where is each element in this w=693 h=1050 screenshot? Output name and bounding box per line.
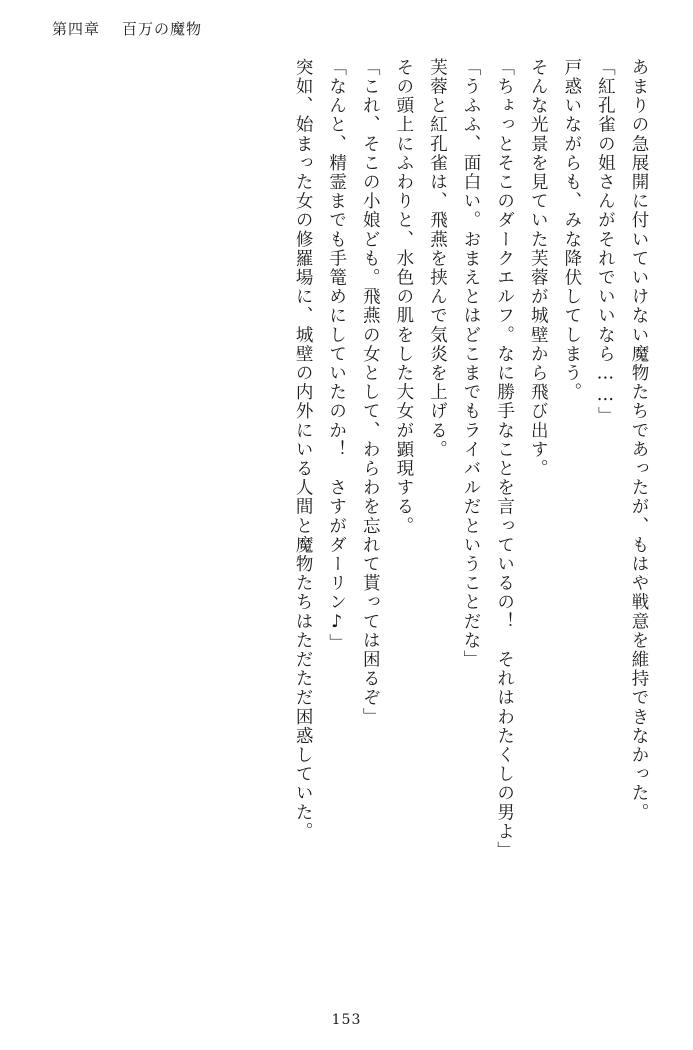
chapter-number: 第四章 <box>52 20 101 38</box>
chapter-title: 百万の魔物 <box>122 20 203 38</box>
paragraph: 「なんと、精霊までも手篭めにしていたのか！ さすがダーリン♪」 <box>326 58 347 653</box>
paragraph: 「うふふ、面白い。おまえとはどこまでもライバルだということだな」 <box>461 58 482 670</box>
paragraph: 戸惑いながらも、みな降伏してしまう。 <box>561 58 582 402</box>
page-number: 153 <box>331 1012 362 1028</box>
body-text-area <box>40 58 655 988</box>
paragraph: 芙蓉と紅孔雀は、飛燕を挟んで気炎を上げる。 <box>427 58 448 460</box>
running-head <box>52 18 202 39</box>
paragraph: 「これ、そこの小娘ども。飛燕の女として、わらわを忘れて貰っては困るぞ」 <box>360 58 381 727</box>
paragraph: 突如、始まった女の修羅場に、城壁の内外にいる人間と魔物たちはただただ困惑していた。 <box>293 58 314 842</box>
vertical-text-block <box>40 58 655 988</box>
paragraph: そんな光景を見ていた芙蓉が城壁から飛び出す。 <box>528 58 549 479</box>
paragraph: その頭上にふわりと、水色の肌をした大女が顕現する。 <box>393 58 414 536</box>
paragraph: 「ちょっとそこのダークエルフ。なに勝手なことを言っているの！ それはわたくしの男よ」 <box>494 58 515 861</box>
paragraph: 「紅孔雀の姐さんがそれでいいなら……」 <box>595 58 616 426</box>
paragraph: あまりの急展開に付いていけない魔物たちであったが、もはや戦意を維持できなかった。 <box>629 58 649 822</box>
